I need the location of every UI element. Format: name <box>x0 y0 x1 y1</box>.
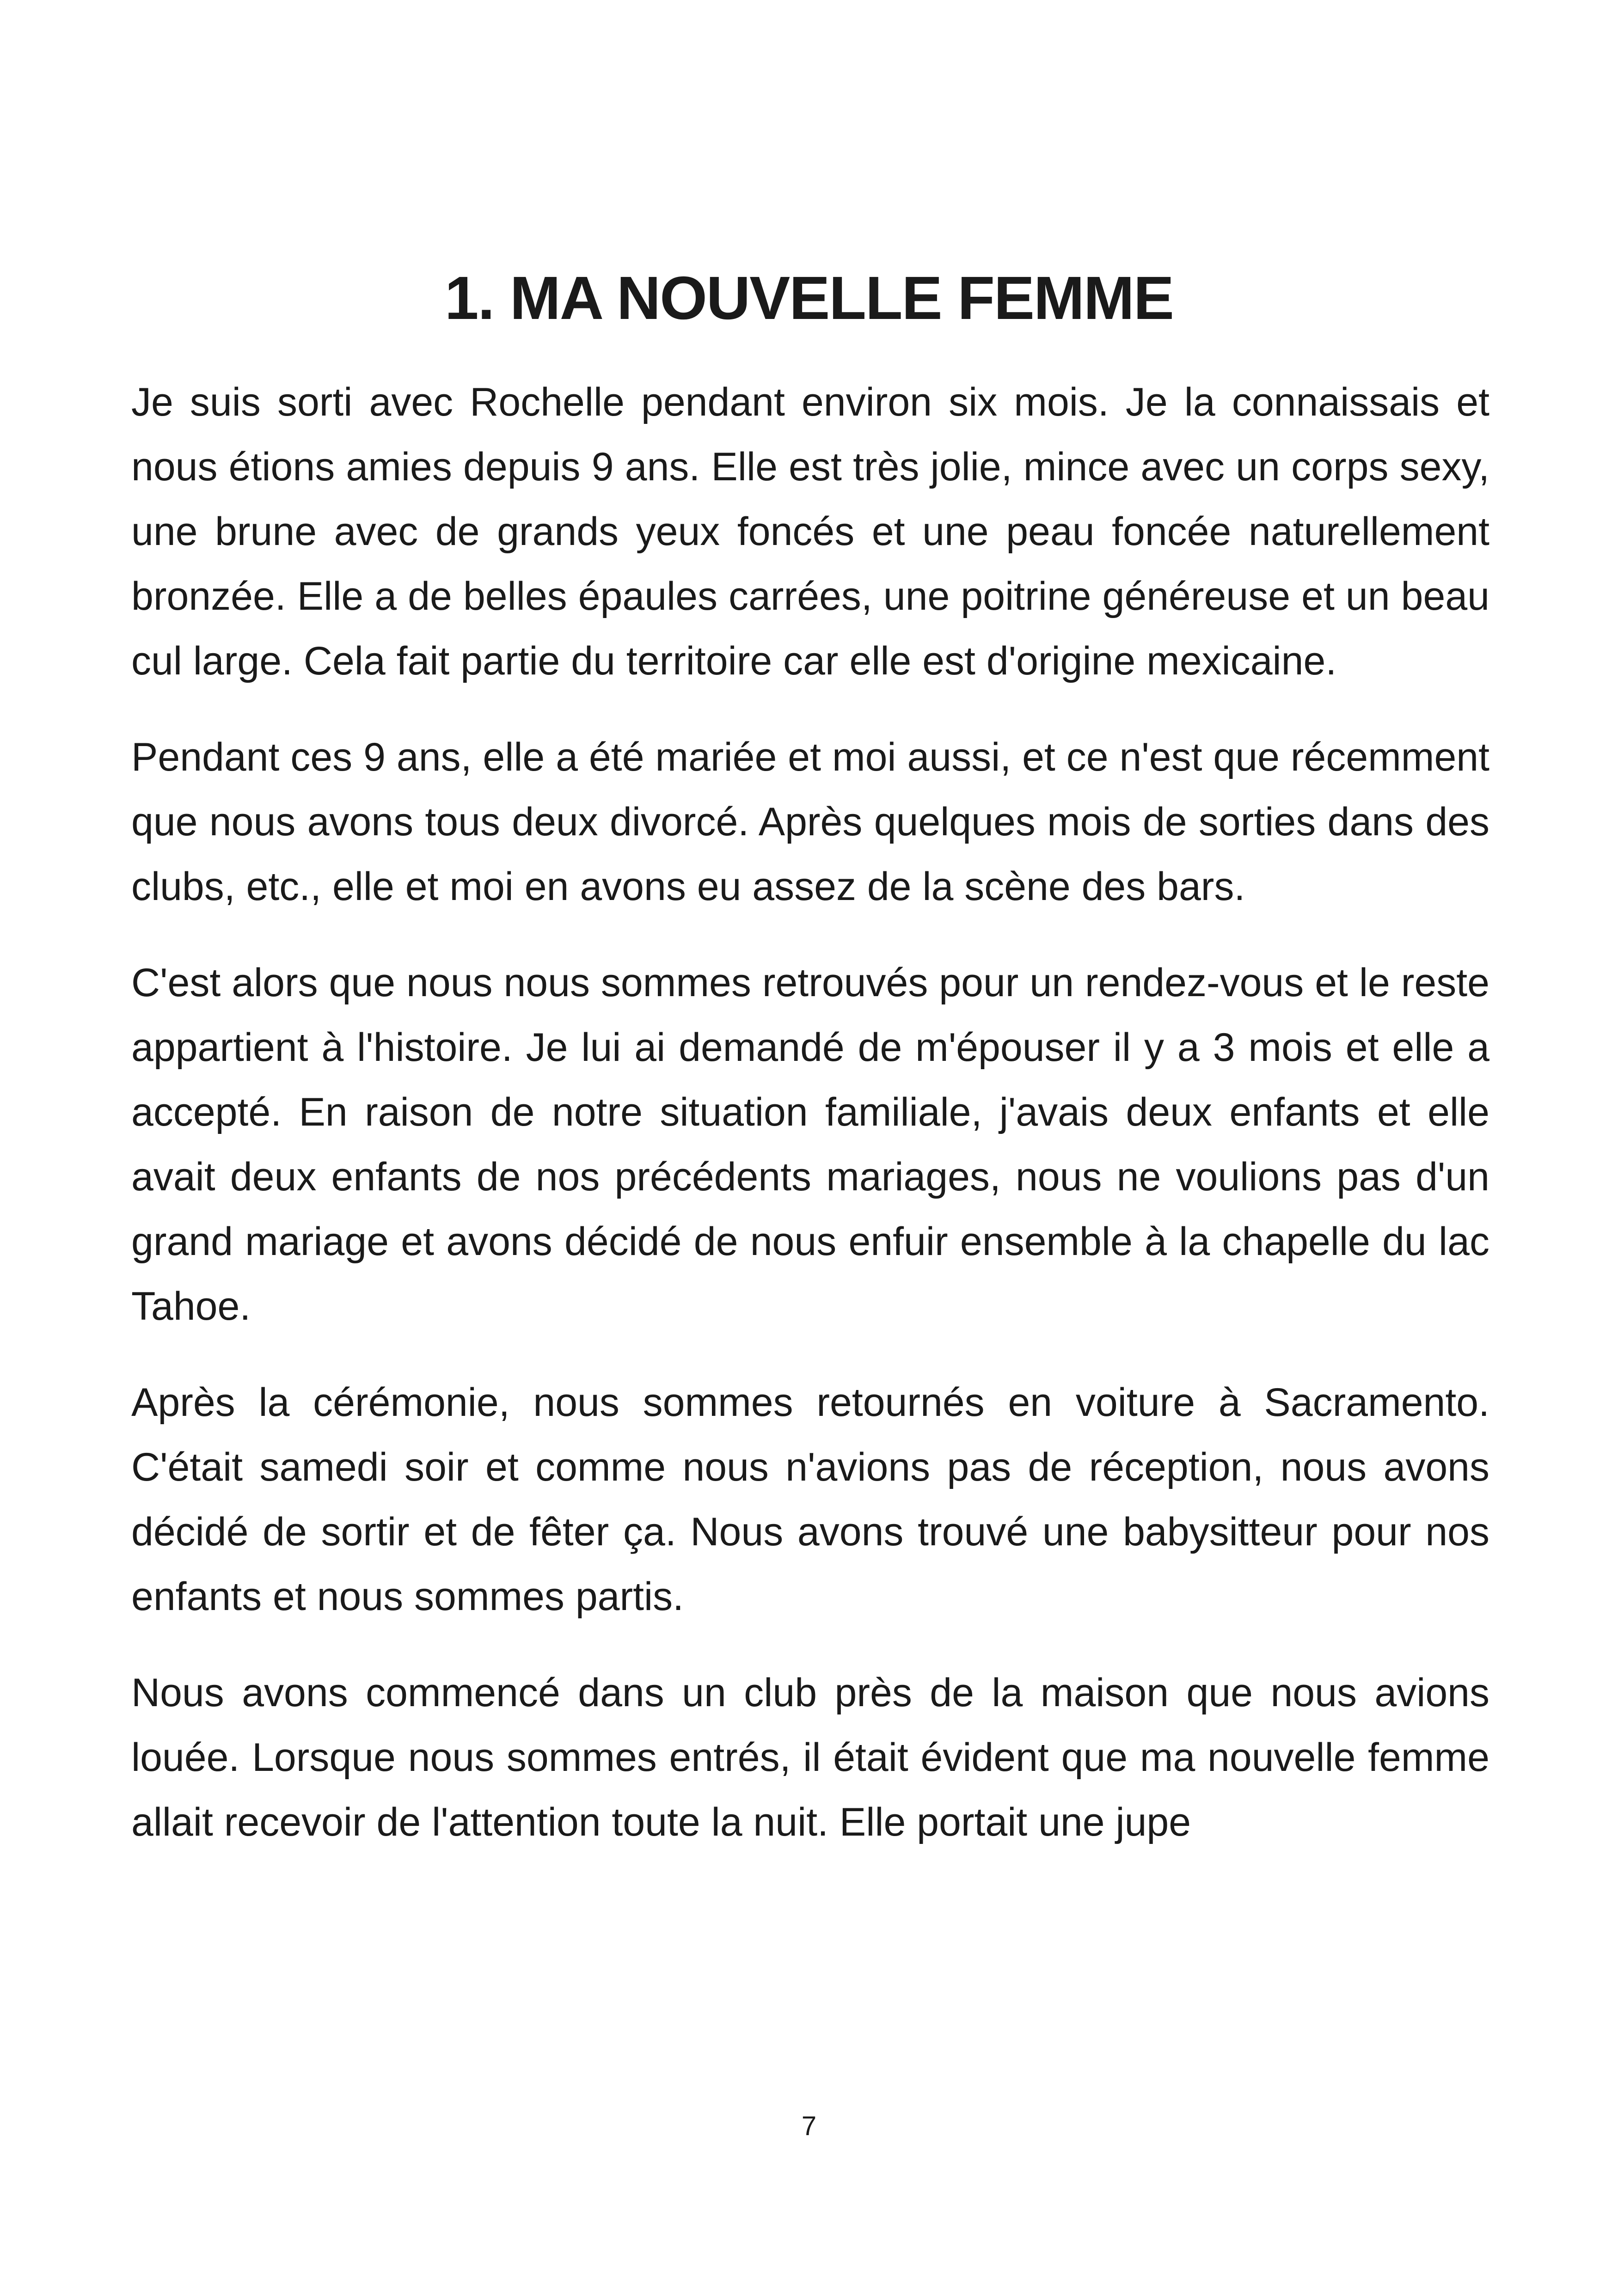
page-number: 7 <box>801 2111 817 2141</box>
paragraph: Je suis sorti avec Rochelle pendant environ six mois. Je la connaissais et nous étions amies depuis 9 ans. Elle est très jolie, mince avec un corps sexy, une brune avec de grands yeux foncés et une peau foncée naturellement bronzée. Elle a de belles épaules carrées, une poitrine généreuse et un beau cul large. Cela fait partie du territoire car elle est d'origine mexicaine. <box>131 380 1489 683</box>
chapter-title: 1. MA NOUVELLE FEMME <box>445 264 1173 332</box>
paragraph: Pendant ces 9 ans, elle a été mariée et moi aussi, et ce n'est que récemment que nous avons tous deux divorcé. Après quelques mois de sorties dans des clubs, etc., elle et moi en avons eu assez de la scène des bars. <box>131 735 1489 909</box>
paragraph: Après la cérémonie, nous sommes retournés en voiture à Sacramento. C'était samedi soir et comme nous n'avions pas de réception, nous avons décidé de sortir et de fêter ça. Nous avons trouvé une babysitteur pour nos enfants et nous sommes partis. <box>131 1380 1489 1619</box>
paragraph: Nous avons commencé dans un club près de la maison que nous avions louée. Lorsque nous sommes entrés, il était évident que ma nouvelle femme allait recevoir de l'attention toute la nuit. Elle portait une jupe <box>131 1671 1489 1844</box>
chapter-body <box>131 370 1489 1886</box>
paragraph: C'est alors que nous nous sommes retrouvés pour un rendez-vous et le reste appartient à l'histoire. Je lui ai demandé de m'épouser il y a 3 mois et elle a accepté. En raison de notre situation familiale, j'avais deux enfants et elle avait deux enfants de nos précédents mariages, nous ne voulions pas d'un grand mariage et avons décidé de nous enfuir ensemble à la chapelle du lac Tahoe. <box>131 961 1489 1329</box>
